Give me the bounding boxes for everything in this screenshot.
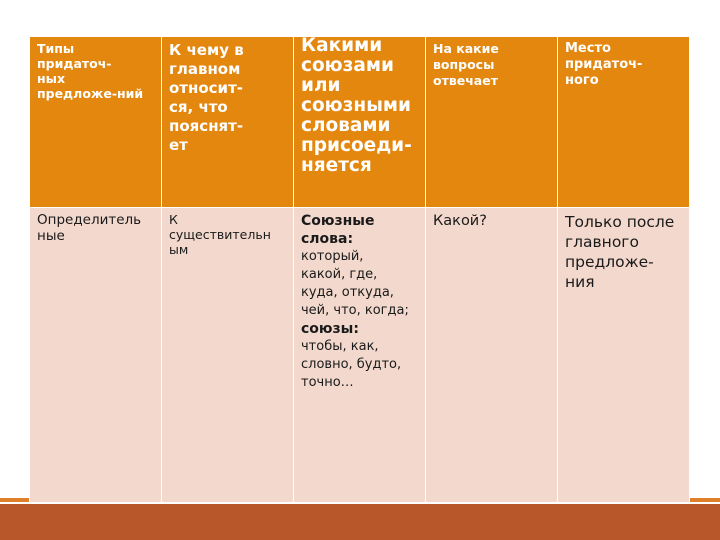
conj-label: союзы:	[301, 321, 359, 337]
table-row	[30, 208, 690, 503]
conj-list: чтобы, как, словно, будто, точно…	[301, 339, 402, 390]
cell-conjunctions	[294, 208, 426, 503]
header-cell-relates-to: К чему в главном относит- ся, что пояснят- ет	[162, 37, 294, 208]
cell-position: Только после главного предложе- ния	[558, 208, 690, 503]
table-header-row	[30, 37, 690, 208]
header-cell-conjunctions: Какими союзами или союзными словами присоеди- няется	[294, 37, 426, 208]
cell-question: Какой?	[426, 208, 558, 503]
conj-words-label: Союзные слова:	[301, 213, 375, 247]
footer-accent-bar	[0, 504, 720, 540]
header-cell-position: Место придаточ- ного	[558, 37, 690, 208]
header-cell-questions: На какие вопросы отвечает	[426, 37, 558, 208]
cell-relates-to: К существительн ым	[162, 208, 294, 503]
header-cell-type: Типы придаточ- ных предложе-ний	[30, 37, 162, 208]
conj-words-list: который, какой, где, куда, откуда, чей, что, когда;	[301, 249, 409, 318]
clauses-table	[29, 36, 690, 503]
cell-type: Определитель ные	[30, 208, 162, 503]
